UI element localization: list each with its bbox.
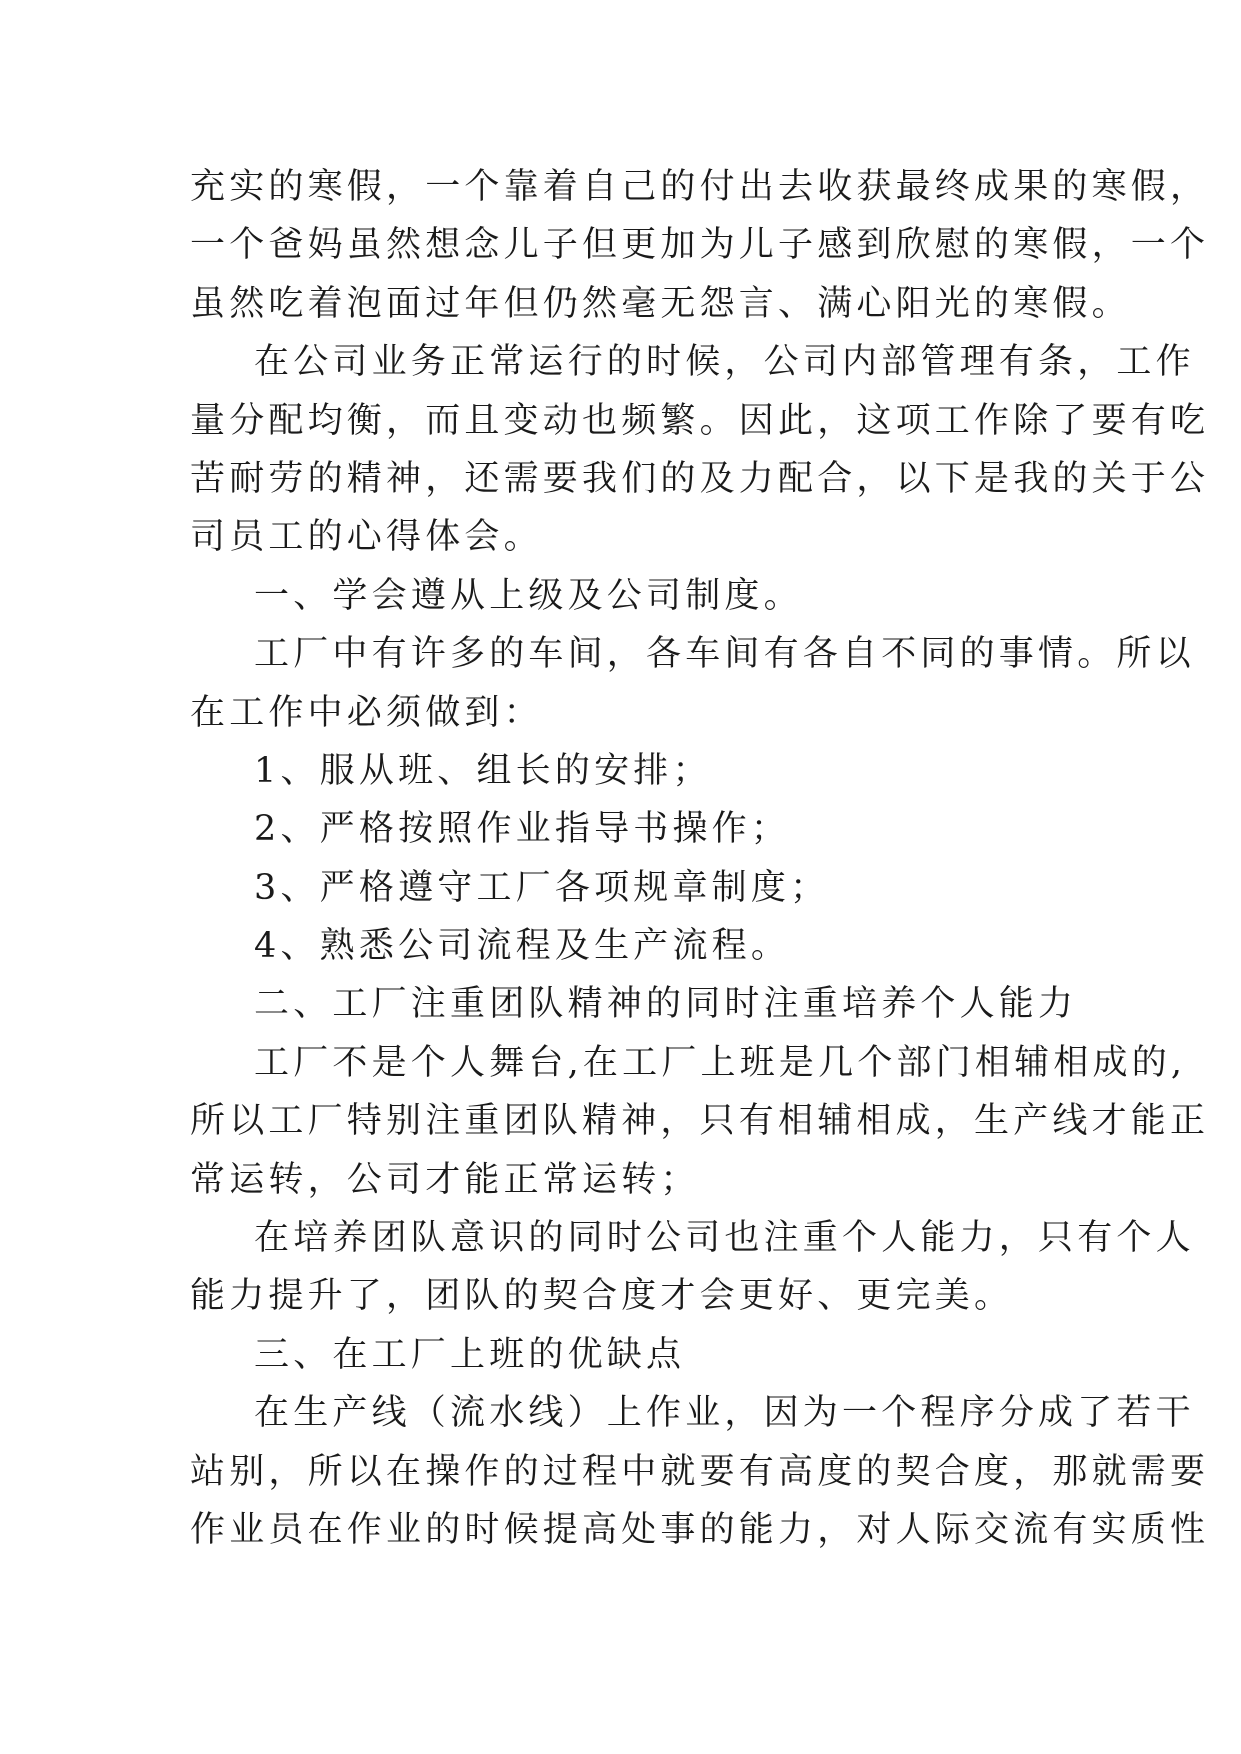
paragraph-start-line: 在生产线（流水线）上作业，因为一个程序分成了若干: [254, 1393, 1195, 1434]
document-body: [190, 158, 1210, 1559]
text-line: 在工作中必须做到：: [190, 692, 543, 733]
list-item: 4、熟悉公司流程及生产流程。: [254, 926, 791, 967]
section-heading: 三、在工厂上班的优缺点: [254, 1334, 686, 1375]
text-line: 常运转，公司才能正常运转；: [190, 1159, 700, 1200]
text-line: 能力提升了，团队的契合度才会更好、更完美。: [190, 1276, 1014, 1317]
text-line: 所以工厂特别注重团队精神，只有相辅相成，生产线才能正: [190, 1101, 1210, 1142]
paragraph-start-line: 工厂不是个人舞台,在工厂上班是几个部门相辅相成的,: [254, 1042, 1187, 1083]
paragraph-start-line: 在公司业务正常运行的时候，公司内部管理有条，工作: [254, 342, 1195, 383]
text-line: 虽然吃着泡面过年但仍然毫无怨言、满心阳光的寒假。: [190, 283, 1131, 324]
section-heading: 二、工厂注重团队精神的同时注重培养个人能力: [254, 984, 1078, 1025]
text-line: 苦耐劳的精神，还需要我们的及力配合，以下是我的关于公: [190, 458, 1210, 499]
text-line: 量分配均衡，而且变动也频繁。因此，这项工作除了要有吃: [190, 400, 1210, 441]
paragraph-start-line: 在培养团队意识的同时公司也注重个人能力，只有个人: [254, 1218, 1195, 1259]
list-item: 2、严格按照作业指导书操作；: [254, 809, 791, 850]
list-item: 3、严格遵守工厂各项规章制度；: [254, 867, 830, 908]
text-line: 司员工的心得体会。: [190, 517, 543, 558]
text-line: 站别，所以在操作的过程中就要有高度的契合度，那就需要: [190, 1451, 1210, 1492]
text-line: 充实的寒假，一个靠着自己的付出去收获最终成果的寒假，: [190, 167, 1210, 207]
paragraph-start-line: 工厂中有许多的车间，各车间有各自不同的事情。所以: [254, 634, 1195, 675]
list-item: 1、服从班、组长的安排；: [254, 750, 712, 791]
section-heading: 一、学会遵从上级及公司制度。: [254, 575, 803, 616]
text-line: 作业员在作业的时候提高处事的能力，对人际交流有实质性: [190, 1509, 1210, 1550]
text-line: 一个爸妈虽然想念儿子但更加为儿子感到欣慰的寒假，一个: [190, 225, 1210, 266]
